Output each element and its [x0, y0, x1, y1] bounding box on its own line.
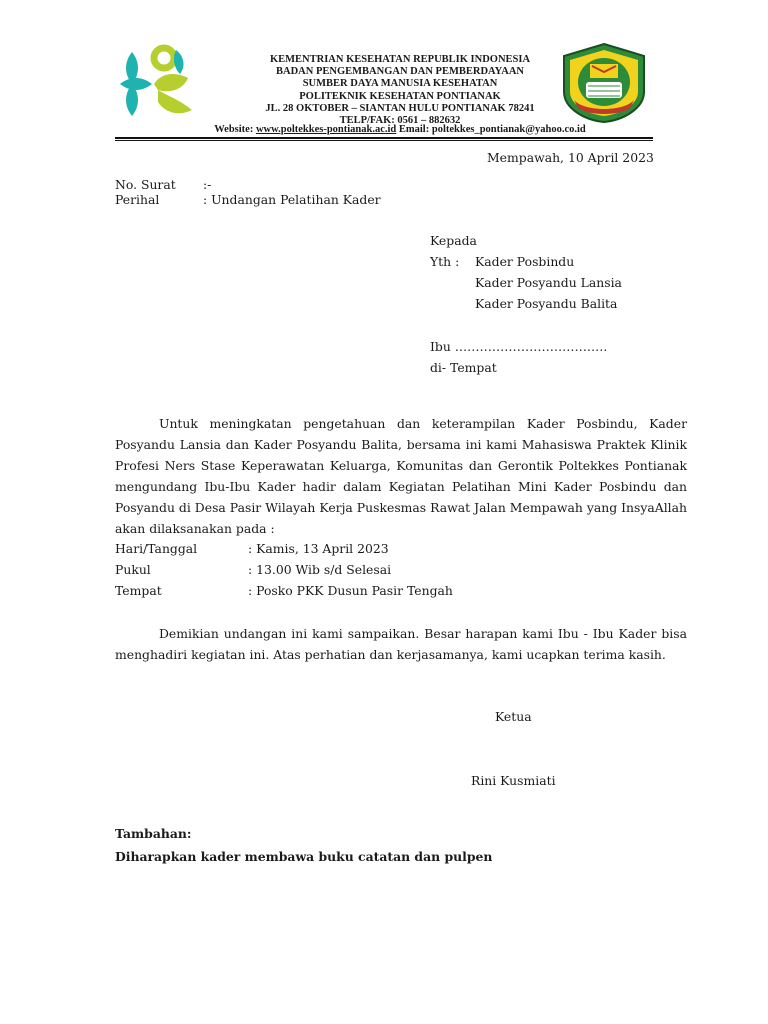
- email-link[interactable]: poltekkes_pontianak@yahoo.co.id: [431, 124, 586, 135]
- detail-value: : Posko PKK Dusun Pasir Tengah: [248, 583, 453, 598]
- place-date: Mempawah, 10 April 2023: [487, 150, 654, 165]
- email-label: Email:: [396, 124, 432, 135]
- school-emblem-icon: [560, 42, 648, 124]
- yth-label: Yth :: [430, 254, 460, 269]
- letterhead-line: SUMBER DAYA MANUSIA KESEHATAN: [302, 78, 498, 90]
- body-paragraph-1: [115, 413, 687, 539]
- addendum-title: Tambahan:: [115, 826, 192, 841]
- addendum-note: Diharapkan kader membawa buku catatan dan pulpen: [115, 849, 493, 864]
- recipient-item: Kader Posbindu: [475, 254, 575, 269]
- website-label: Website:: [214, 124, 256, 135]
- perihal-label: Perihal: [115, 192, 160, 207]
- nomor-label: No. Surat: [115, 177, 176, 192]
- nomor-value: :-: [203, 177, 212, 192]
- letterhead-line: BADAN PENGEMBANGAN DAN PEMBERDAYAAN: [275, 66, 525, 78]
- detail-label: Hari/Tanggal: [115, 541, 198, 556]
- body-paragraph-1-text: Untuk meningkatan pengetahuan dan keterampilan Kader Posbindu, Kader Posyandu Lansia dan Kader Posyandu Balita, bersama ini kami Mahasiswa Praktek Klinik Profesi Ners Stase Keperawatan Keluarga, Komunitas dan Gerontik Poltekkes Pontianak mengundang Ibu-Ibu Kader hadir dalam Kegiatan Pelatihan Mini Kader Posbindu dan Posyandu di Desa Pasir Wilayah Kerja Puskesmas Rawat Jalan Mempawah yang InsyaAllah akan dilaksanakan pada :: [115, 416, 687, 536]
- signature-name: Rini Kusmiati: [471, 773, 556, 788]
- body-paragraph-2: [115, 623, 687, 665]
- letterhead-contact: [178, 124, 622, 136]
- kepada-label: Kepada: [430, 233, 477, 248]
- website-link[interactable]: www.poltekkes-pontianak.ac.id: [255, 124, 397, 135]
- detail-value: : Kamis, 13 April 2023: [248, 541, 389, 556]
- recipient-ibu: Ibu ……………………………….: [430, 339, 608, 354]
- recipient-item: Kader Posyandu Balita: [475, 296, 618, 311]
- letterhead-rule: [115, 137, 653, 139]
- letterhead-line: TELP/FAK: 0561 – 882632: [339, 115, 461, 127]
- perihal-value: : Undangan Pelatihan Kader: [203, 192, 381, 207]
- ministry-logo-icon: [118, 44, 196, 122]
- detail-value: : 13.00 Wib s/d Selesai: [248, 562, 392, 577]
- letterhead-line: KEMENTRIAN KESEHATAN REPUBLIK INDONESIA: [269, 54, 531, 65]
- letterhead: [200, 54, 600, 135]
- letterhead-rule-thin: [115, 140, 653, 141]
- detail-label: Tempat: [115, 583, 162, 598]
- detail-label: Pukul: [115, 562, 151, 577]
- recipient-item: Kader Posyandu Lansia: [475, 275, 622, 290]
- letterhead-line: POLITEKNIK KESEHATAN PONTIANAK: [299, 90, 501, 102]
- signature-role: Ketua: [495, 709, 532, 724]
- letterhead-line: JL. 28 OKTOBER – SIANTAN HULU PONTIANAK 78241: [265, 102, 535, 114]
- body-paragraph-2-text: Demikian undangan ini kami sampaikan. Besar harapan kami Ibu - Ibu Kader bisa menghadiri kegiatan ini. Atas perhatian dan kerjasamanya, kami ucapkan terima kasih.: [115, 626, 687, 662]
- recipient-tempat: di- Tempat: [430, 360, 497, 375]
